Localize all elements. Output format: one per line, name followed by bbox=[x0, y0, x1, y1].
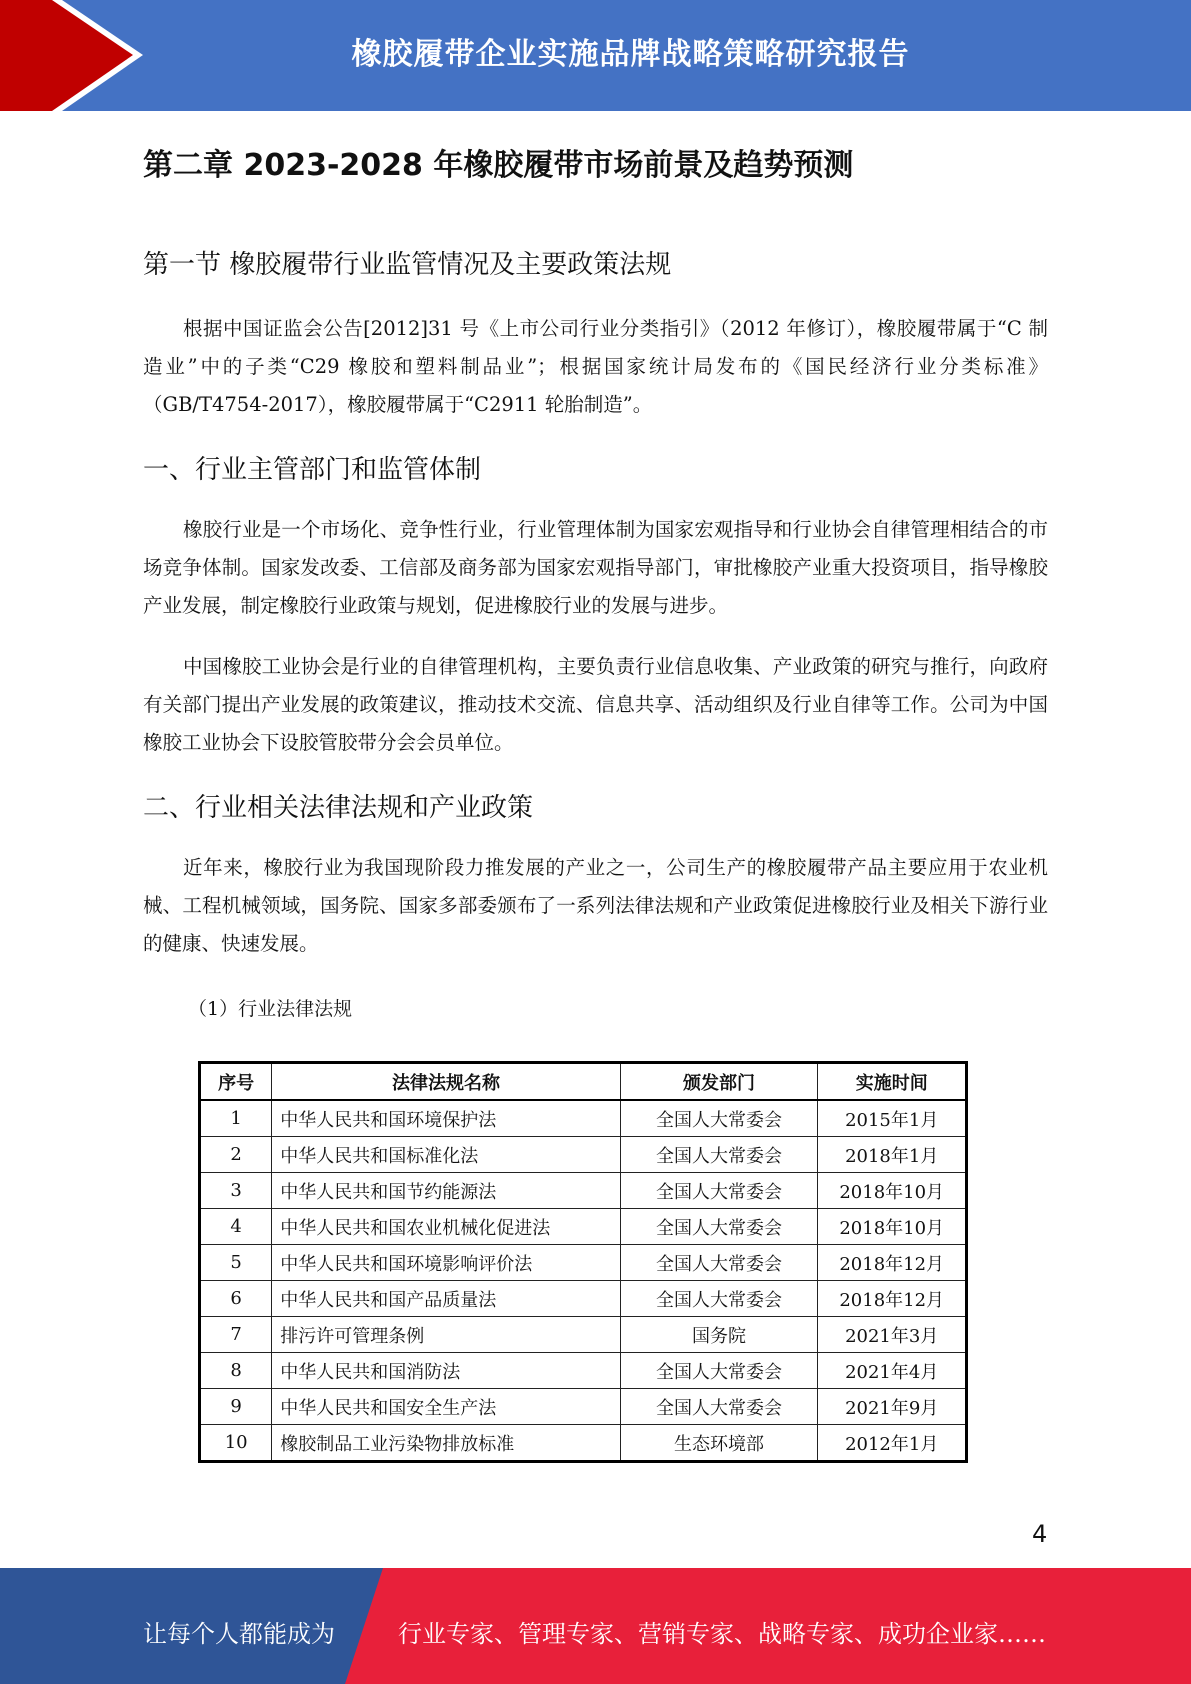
cell-law-name: 中华人民共和国环境影响评价法 bbox=[272, 1245, 620, 1281]
cell-department: 全国人大常委会 bbox=[620, 1245, 818, 1281]
cell-effective-date: 2018年10月 bbox=[818, 1173, 967, 1209]
table-row bbox=[200, 1245, 967, 1281]
subsection-title-1: 一、行业主管部门和监管体制 bbox=[143, 455, 482, 485]
cell-department: 全国人大常委会 bbox=[620, 1389, 818, 1425]
cell-effective-date: 2021年4月 bbox=[818, 1353, 967, 1389]
cell-law-name: 中华人民共和国农业机械化促进法 bbox=[272, 1209, 620, 1245]
table-row bbox=[200, 1173, 967, 1209]
list-label-laws: （1）行业法律法规 bbox=[188, 998, 353, 1020]
cell-effective-date: 2015年1月 bbox=[818, 1100, 967, 1137]
cell-effective-date: 2018年12月 bbox=[818, 1245, 967, 1281]
header-effective-date: 实施时间 bbox=[818, 1063, 967, 1101]
page-number: 4 bbox=[1032, 1520, 1048, 1548]
page-footer bbox=[0, 1568, 1191, 1684]
cell-law-name: 中华人民共和国标准化法 bbox=[272, 1137, 620, 1173]
table-row bbox=[200, 1209, 967, 1245]
cell-department: 国务院 bbox=[620, 1317, 818, 1353]
cell-index: 8 bbox=[200, 1353, 272, 1389]
cell-department: 全国人大常委会 bbox=[620, 1353, 818, 1389]
table-header-row bbox=[200, 1063, 967, 1101]
cell-effective-date: 2018年12月 bbox=[818, 1281, 967, 1317]
report-title: 橡胶履带企业实施品牌战略策略研究报告 bbox=[351, 37, 910, 72]
cell-index: 6 bbox=[200, 1281, 272, 1317]
table-row bbox=[200, 1137, 967, 1173]
chapter-title: 第二章 2023-2028 年橡胶履带市场前景及趋势预测 bbox=[143, 148, 854, 183]
intro-paragraph: 根据中国证监会公告[2012]31 号《上市公司行业分类指引》（2012 年修订），橡胶履带属于“C 制造业”中的子类“C29 橡胶和塑料制品业”；根据国家统计局发布的《国民经济行业分类标准》（GB/T4754-2017），橡胶履带属于“C2911 轮胎制造”。 bbox=[143, 317, 1048, 416]
cell-law-name: 中华人民共和国安全生产法 bbox=[272, 1389, 620, 1425]
subsection-title-2: 二、行业相关法律法规和产业政策 bbox=[143, 793, 534, 823]
cell-law-name: 排污许可管理条例 bbox=[272, 1317, 620, 1353]
cell-law-name: 中华人民共和国产品质量法 bbox=[272, 1281, 620, 1317]
cell-department: 全国人大常委会 bbox=[620, 1209, 818, 1245]
cell-effective-date: 2012年1月 bbox=[818, 1425, 967, 1462]
laws-table bbox=[198, 1061, 968, 1463]
header-index: 序号 bbox=[200, 1063, 272, 1101]
cell-department: 生态环境部 bbox=[620, 1425, 818, 1462]
cell-department: 全国人大常委会 bbox=[620, 1281, 818, 1317]
cell-index: 3 bbox=[200, 1173, 272, 1209]
paragraph-regulation-2: 中国橡胶工业协会是行业的自律管理机构，主要负责行业信息收集、产业政策的研究与推行，向政府有关部门提出产业发展的政策建议，推动技术交流、信息共享、活动组织及行业自律等工作。公司为中国橡胶工业协会下设胶管胶带分会会员单位。 bbox=[143, 655, 1048, 754]
cell-index: 1 bbox=[200, 1100, 272, 1137]
cell-index: 10 bbox=[200, 1425, 272, 1462]
cell-effective-date: 2021年3月 bbox=[818, 1317, 967, 1353]
table-row bbox=[200, 1100, 967, 1137]
cell-law-name: 中华人民共和国环境保护法 bbox=[272, 1100, 620, 1137]
footer-slogan-right: 行业专家、管理专家、营销专家、战略专家、成功企业家…… bbox=[398, 1620, 1046, 1648]
cell-effective-date: 2018年1月 bbox=[818, 1137, 967, 1173]
table-row bbox=[200, 1281, 967, 1317]
cell-law-name: 橡胶制品工业污染物排放标准 bbox=[272, 1425, 620, 1462]
header-department: 颁发部门 bbox=[620, 1063, 818, 1101]
table-row bbox=[200, 1389, 967, 1425]
cell-index: 9 bbox=[200, 1389, 272, 1425]
cell-index: 4 bbox=[200, 1209, 272, 1245]
cell-law-name: 中华人民共和国节约能源法 bbox=[272, 1173, 620, 1209]
paragraph-regulation-1: 橡胶行业是一个市场化、竞争性行业，行业管理体制为国家宏观指导和行业协会自律管理相结合的市场竞争体制。国家发改委、工信部及商务部为国家宏观指导部门，审批橡胶产业重大投资项目，指导橡胶产业发展，制定橡胶行业政策与规划，促进橡胶行业的发展与进步。 bbox=[143, 518, 1048, 617]
page-header bbox=[0, 0, 1191, 111]
section-title: 第一节 橡胶履带行业监管情况及主要政策法规 bbox=[143, 250, 672, 280]
cell-index: 7 bbox=[200, 1317, 272, 1353]
cell-department: 全国人大常委会 bbox=[620, 1137, 818, 1173]
paragraph-policy: 近年来，橡胶行业为我国现阶段力推发展的产业之一，公司生产的橡胶履带产品主要应用于农业机械、工程机械领域，国务院、国家多部委颁布了一系列法律法规和产业政策促进橡胶行业及相关下游行业的健康、快速发展。 bbox=[143, 856, 1048, 955]
table-row bbox=[200, 1425, 967, 1462]
cell-index: 2 bbox=[200, 1137, 272, 1173]
table-row bbox=[200, 1317, 967, 1353]
cell-effective-date: 2018年10月 bbox=[818, 1209, 967, 1245]
footer-slogan-left: 让每个人都能成为 bbox=[143, 1620, 335, 1648]
cell-law-name: 中华人民共和国消防法 bbox=[272, 1353, 620, 1389]
cell-index: 5 bbox=[200, 1245, 272, 1281]
table-row bbox=[200, 1353, 967, 1389]
header-law-name: 法律法规名称 bbox=[272, 1063, 620, 1101]
cell-department: 全国人大常委会 bbox=[620, 1173, 818, 1209]
cell-department: 全国人大常委会 bbox=[620, 1100, 818, 1137]
cell-effective-date: 2021年9月 bbox=[818, 1389, 967, 1425]
